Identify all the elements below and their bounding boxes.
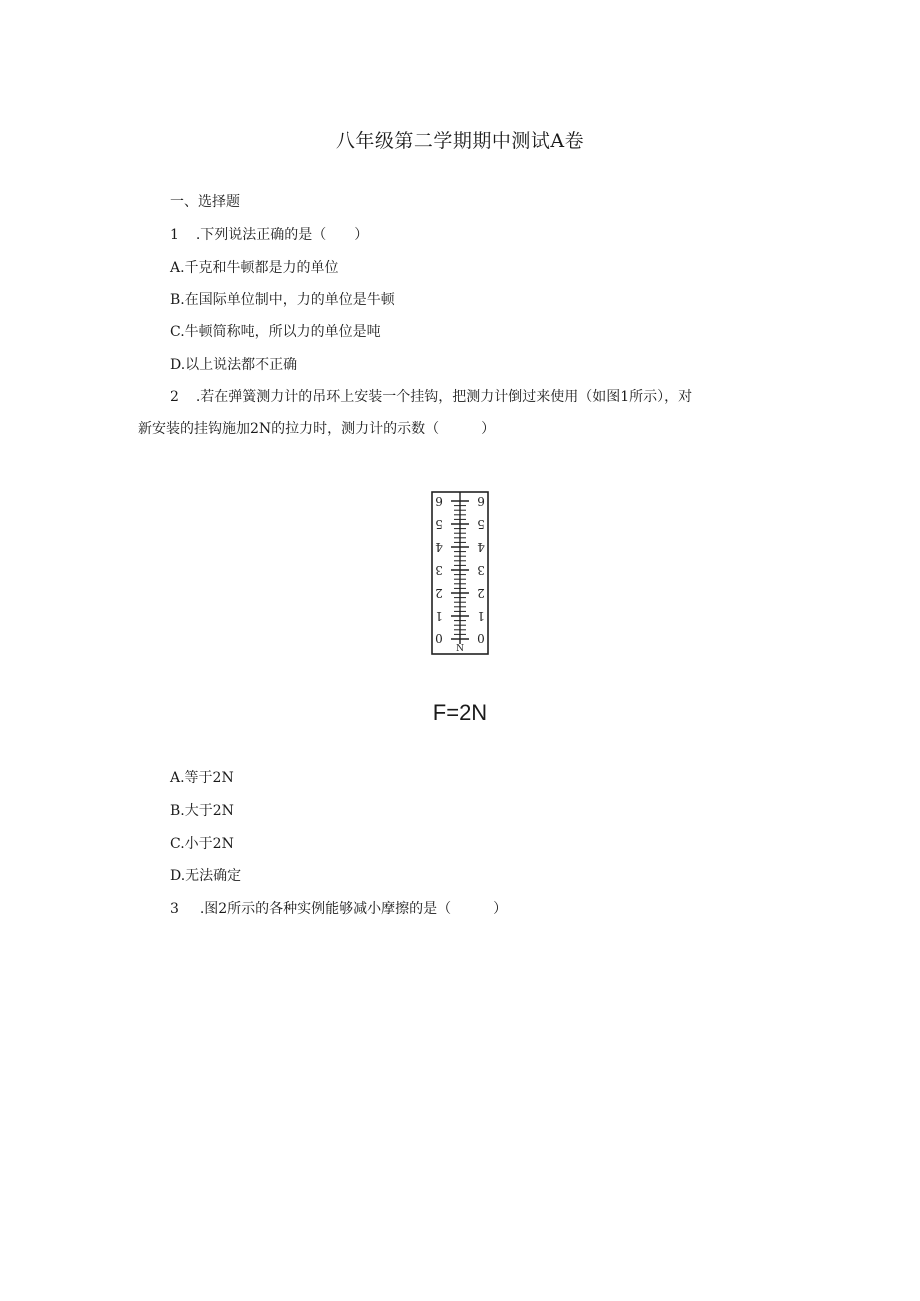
q1-option-d: D.以上说法都不正确	[170, 357, 298, 373]
section-heading: 一、选择题	[170, 194, 240, 210]
scale-label-left: 4	[435, 540, 443, 554]
q2-option-a: A.等于2N	[170, 770, 234, 786]
scale-label-left: 0	[435, 632, 443, 646]
scale-label-right: 0	[477, 632, 485, 646]
question-number: 3	[170, 901, 179, 917]
q1-option-b: B.在国际单位制中，力的单位是牛顿	[170, 292, 395, 308]
scale-label-right: 5	[477, 517, 485, 531]
scale-label-left: 5	[435, 517, 443, 531]
question-2	[170, 388, 692, 406]
q1-option-c: C.牛顿简称吨，所以力的单位是吨	[170, 324, 381, 340]
question-stem-line-1: .若在弹簧测力计的吊环上安装一个挂钩，把测力计倒过来使用（如图1所示），对	[195, 389, 693, 405]
page-title: 八年级第二学期期中测试A卷	[335, 130, 585, 152]
scale-label-left: 2	[435, 586, 443, 600]
force-caption: F=2N	[432, 700, 488, 725]
scale-label-right: 3	[477, 563, 485, 577]
question-3	[170, 900, 507, 918]
scale-label-left: 3	[435, 563, 443, 577]
scale-label-left: 1	[435, 609, 443, 623]
scale-label-right: 6	[477, 494, 485, 508]
q2-option-d: D.无法确定	[170, 868, 242, 884]
scale-label-right: 2	[477, 586, 485, 600]
scale-label-right: 4	[477, 540, 485, 554]
question-stem-line-2: 新安装的挂钩施加2N的拉力时，测力计的示数（ ）	[138, 421, 496, 437]
question-stem: .下列说法正确的是（ ）	[195, 227, 369, 243]
q1-option-a: A.千克和牛顿都是力的单位	[170, 260, 339, 276]
question-number: 1	[170, 227, 179, 243]
scale-label-left: 6	[435, 494, 443, 508]
spring-scale-figure	[431, 491, 489, 655]
q2-option-b: B.大于2N	[170, 803, 234, 819]
q2-option-c: C.小于2N	[170, 836, 234, 852]
question-stem: .图2所示的各种实例能够减小摩擦的是（ ）	[199, 901, 508, 917]
spring-scale-drawing	[431, 491, 489, 655]
question-1	[170, 226, 368, 244]
scale-label-right: 1	[477, 609, 485, 623]
question-number: 2	[170, 389, 179, 405]
scale-unit-label: N	[456, 644, 464, 654]
